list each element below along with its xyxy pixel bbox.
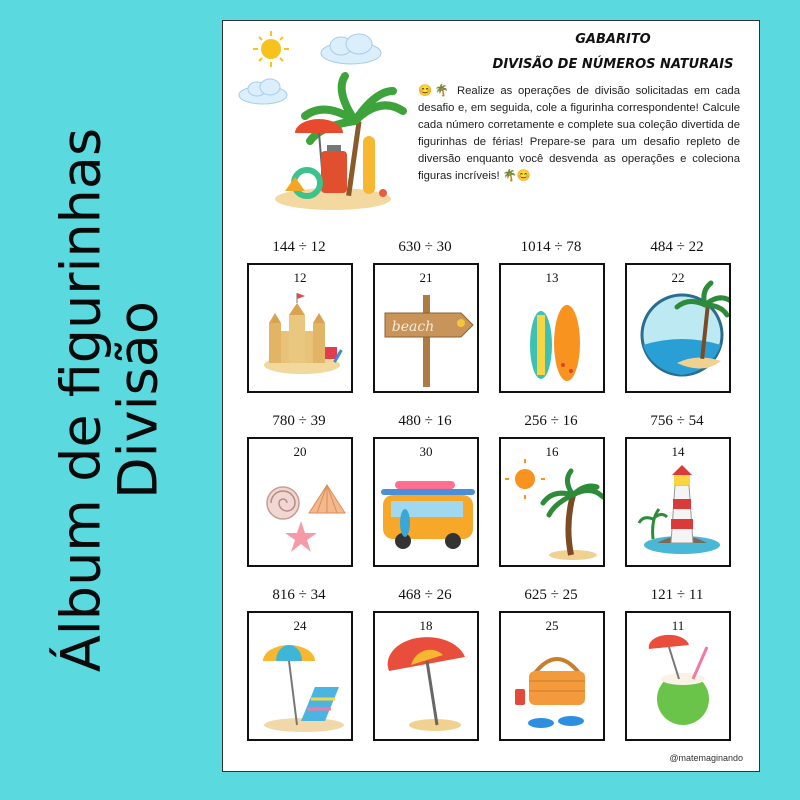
sticker-picture <box>501 439 603 565</box>
side-title-text <box>49 127 169 673</box>
page-title: DIVISÃO DE NÚMEROS NATURAIS <box>492 57 734 72</box>
side-title-line2: Divisão <box>106 301 169 499</box>
sticker-card <box>373 437 479 567</box>
cloud-icon <box>321 34 381 64</box>
division-problem: 121 ÷ 11 <box>650 587 704 603</box>
answer-number: 11 <box>671 618 685 633</box>
side-title <box>0 0 220 800</box>
instructions-text: 😊🌴 Realize as operações de divisão solicitadas em cada desafio e, em seguida, cole a figurinha correspondente! Calcule cada número corretamente e complete sua coleção divertida de figurinhas de férias! Prepare-se para um desafio repleto de diversão enquanto você desvenda as operações e coleciona figuras incríveis! 🌴😊 <box>418 85 740 182</box>
sticker-picture <box>249 265 351 391</box>
answer-number: 21 <box>419 270 433 285</box>
beach-umbrella-icon <box>388 637 465 731</box>
header-illustration <box>223 21 423 221</box>
sign-text: beach <box>391 319 435 335</box>
answer-number: 12 <box>293 270 307 285</box>
sun-icon <box>253 31 289 67</box>
sticker-card <box>247 263 353 393</box>
vacation-island-icon <box>275 76 403 210</box>
sticker-picture <box>375 439 477 565</box>
sticker-picture <box>375 265 477 391</box>
sticker-picture <box>501 265 603 391</box>
answer-number: 13 <box>545 270 559 285</box>
sticker-card <box>499 263 605 393</box>
division-problem: 480 ÷ 16 <box>398 413 452 429</box>
division-problem: 625 ÷ 25 <box>524 587 578 603</box>
side-title-line1: Álbum de figurinhas <box>49 127 113 673</box>
division-problem: 468 ÷ 26 <box>398 587 452 603</box>
division-problem: 816 ÷ 34 <box>272 587 326 603</box>
sticker-picture <box>249 439 351 565</box>
answer-number: 20 <box>293 444 307 459</box>
sticker-card <box>247 611 353 741</box>
division-problem: 756 ÷ 54 <box>650 413 704 429</box>
sticker-card <box>499 437 605 567</box>
answer-number: 24 <box>293 618 307 633</box>
surfboards-icon <box>530 305 580 381</box>
answer-number: 25 <box>545 618 559 633</box>
sticker-card <box>625 611 731 741</box>
beach-chair-umbrella-icon <box>263 645 344 732</box>
picnic-basket-icon <box>515 659 585 728</box>
sticker-card <box>499 611 605 741</box>
seashells-icon <box>267 485 345 552</box>
sticker-card <box>625 437 731 567</box>
sticker-picture <box>501 613 603 739</box>
answer-number: 18 <box>419 618 433 633</box>
division-problem: 780 ÷ 39 <box>272 413 326 429</box>
answer-key-title: GABARITO <box>575 32 651 47</box>
sandcastle-icon <box>264 293 343 374</box>
sticker-card <box>373 611 479 741</box>
cloud-small-icon <box>239 79 287 104</box>
sticker-picture <box>627 265 729 391</box>
division-problem: 144 ÷ 12 <box>272 239 326 255</box>
sticker-card <box>373 263 479 393</box>
answer-number: 16 <box>545 444 559 459</box>
sticker-card <box>625 263 731 393</box>
worksheet <box>222 20 760 772</box>
footer-credit: @matemaginando <box>669 753 743 763</box>
division-problem: 256 ÷ 16 <box>524 413 578 429</box>
tropical-island-icon <box>642 283 729 375</box>
sticker-picture <box>627 613 729 739</box>
beach-sign-icon <box>385 295 473 387</box>
palm-tree-sun-icon <box>505 459 603 560</box>
answer-number: 14 <box>671 444 685 459</box>
division-problem: 1014 ÷ 78 <box>520 239 582 255</box>
camper-van-icon <box>381 481 475 549</box>
answer-number: 30 <box>419 444 433 459</box>
sticker-card <box>247 437 353 567</box>
lighthouse-icon <box>639 465 720 554</box>
division-problem: 484 ÷ 22 <box>650 239 704 255</box>
sticker-picture <box>627 439 729 565</box>
sticker-picture <box>375 613 477 739</box>
sticker-picture <box>249 613 351 739</box>
division-problem: 630 ÷ 30 <box>398 239 452 255</box>
answer-number: 22 <box>671 270 685 285</box>
coconut-drink-icon <box>649 635 709 725</box>
